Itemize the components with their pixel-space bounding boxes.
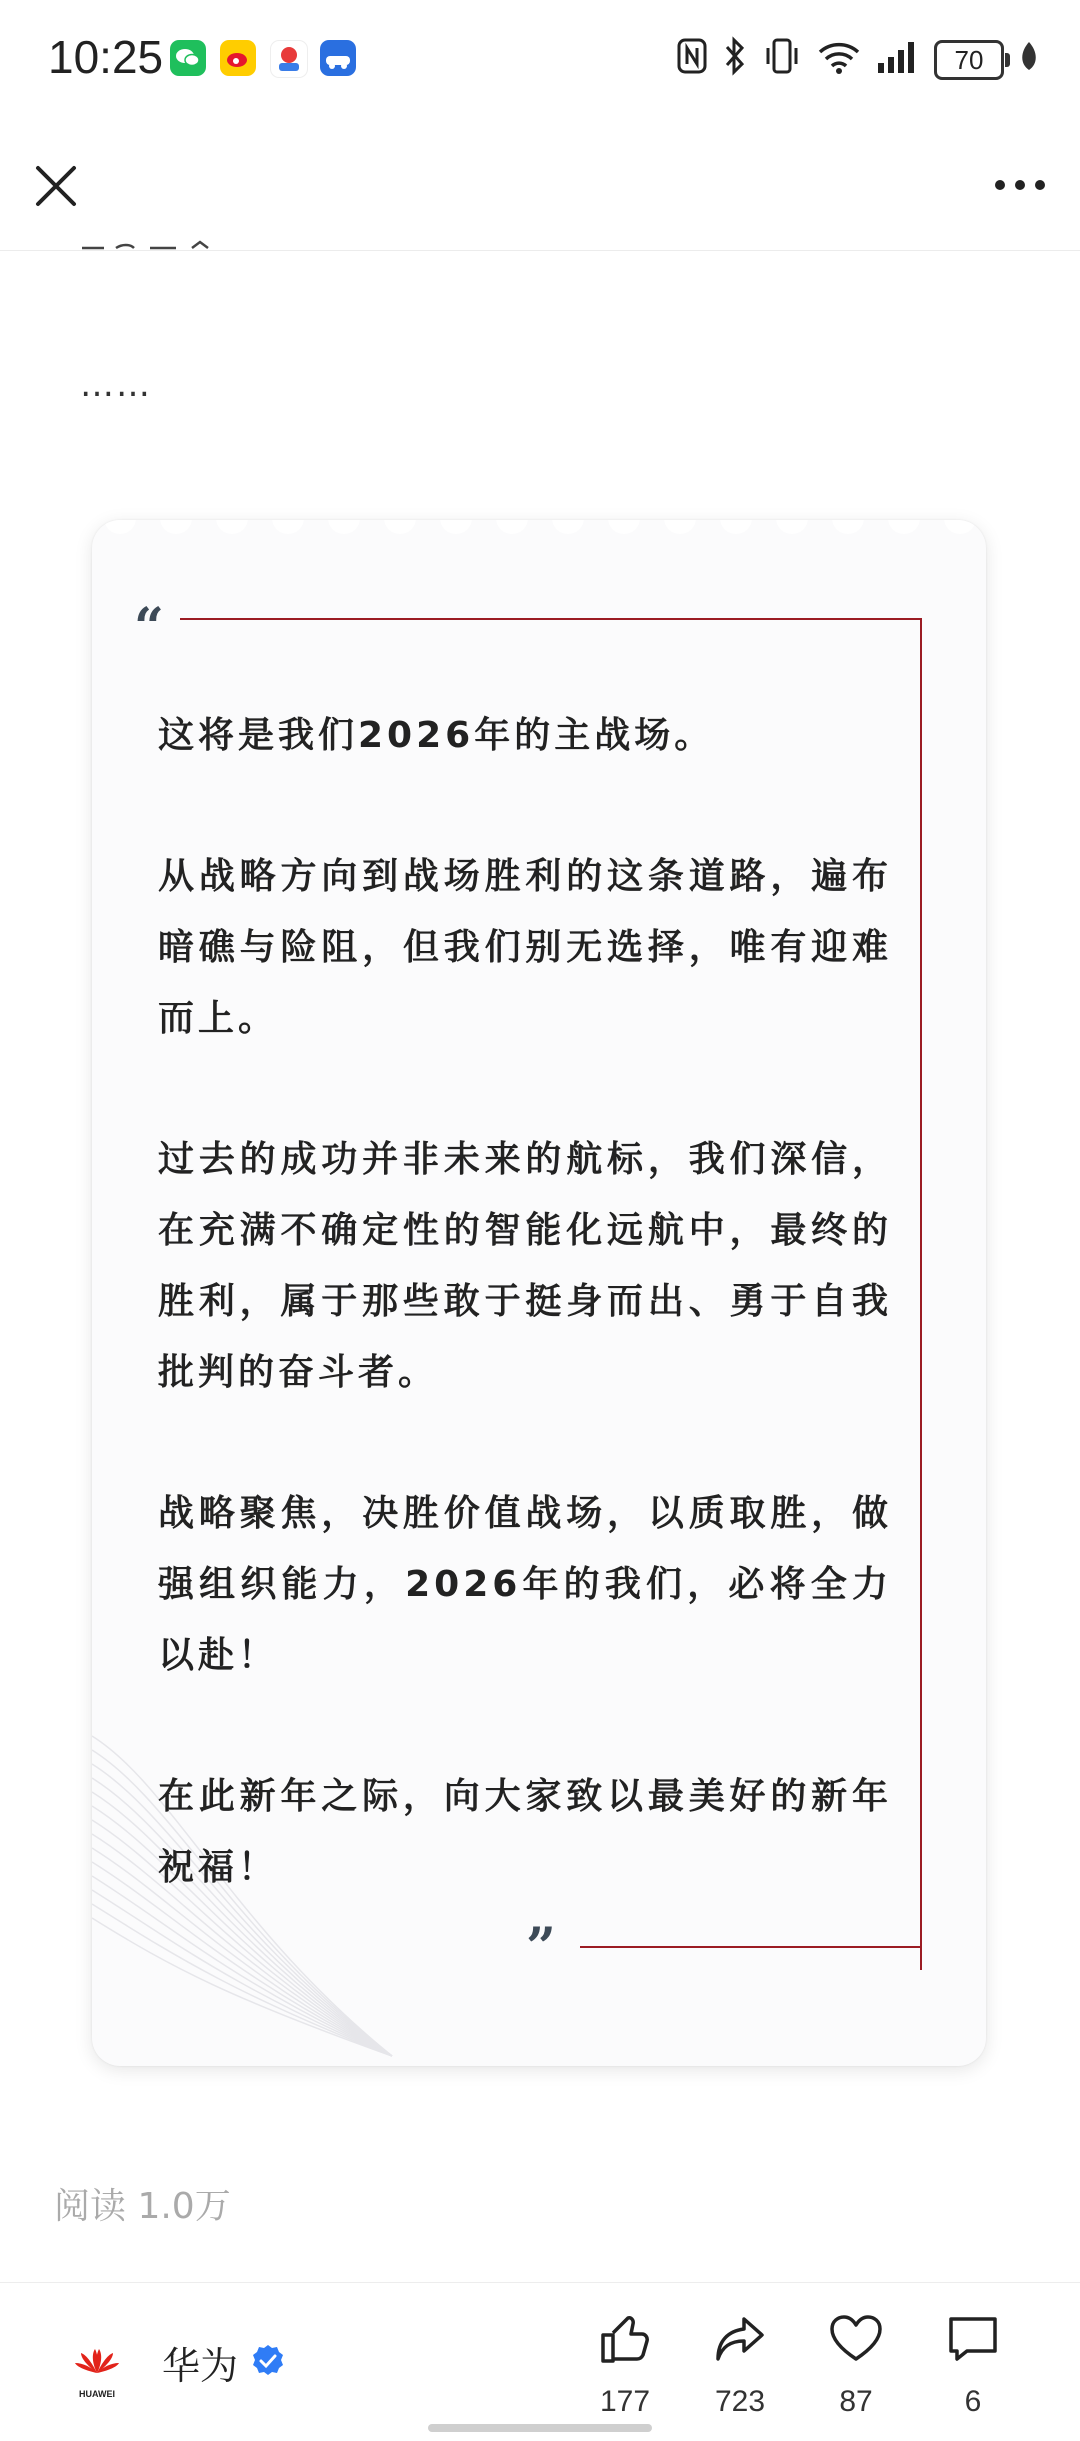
nfc-icon [676, 37, 708, 84]
share-button[interactable] [685, 2311, 795, 2419]
quote-paragraph: 战略聚焦，决胜价值战场，以质取胜，做强组织能力，2026年的我们，必将全力以赴！ [158, 1493, 892, 1676]
wechat-icon [170, 40, 206, 76]
quote-paragraph: 过去的成功并非未来的航标，我们深信，在充满不确定性的智能化远航中，最终的胜利，属于那些敢于挺身而出、勇于自我批判的奋斗者。 [158, 1139, 892, 1393]
scallop-notch [440, 520, 472, 534]
scallop-notch [384, 520, 416, 534]
share-icon [712, 2311, 768, 2367]
scallop-notch [496, 520, 528, 534]
status-time: 10:25 [48, 31, 164, 83]
heart-icon [828, 2311, 884, 2367]
bottom-action-bar [0, 2282, 1080, 2441]
more-icon-dot [1035, 180, 1045, 190]
read-count: 阅读 1.0万 [54, 2186, 231, 2227]
like-button[interactable] [570, 2311, 680, 2419]
scallop-notch [944, 520, 976, 534]
frame-line-right [920, 618, 922, 1970]
vibrate-icon [762, 36, 802, 85]
scallop-notch [776, 520, 808, 534]
open-quote-icon: “ [134, 597, 164, 658]
scallop-notch [832, 520, 864, 534]
car-app-icon [320, 40, 356, 76]
weibo-icon [220, 40, 256, 76]
app-icon [270, 40, 308, 78]
verified-badge-icon [250, 2343, 286, 2379]
close-icon [30, 160, 82, 212]
top-nav-bar [0, 130, 1080, 251]
scallop-notch [328, 520, 360, 534]
favorite-button[interactable] [801, 2311, 911, 2419]
quote-paragraph: 这将是我们2026年的主战场。 [158, 715, 715, 756]
signal-icon [876, 37, 920, 84]
scallop-notch [720, 520, 752, 534]
ellipsis-text: …… [80, 365, 152, 405]
huawei-logo-icon [66, 2339, 128, 2401]
share-count: 723 [714, 2385, 766, 2418]
leaf-icon [1018, 40, 1040, 81]
home-indicator[interactable] [428, 2424, 652, 2432]
status-bar [0, 0, 1080, 120]
card-scallop-edge [92, 520, 986, 542]
scallop-notch [664, 520, 696, 534]
close-button[interactable] [30, 160, 82, 212]
huawei-logo-text: HUAWEI [79, 2389, 115, 2399]
quote-card [92, 520, 986, 2066]
close-quote-icon: ” [526, 1917, 556, 1978]
quote-paragraph: 从战略方向到战场胜利的这条道路，遍布暗礁与险阻，但我们别无选择，唯有迎难而上。 [158, 856, 892, 1039]
quote-paragraph: 在此新年之际，向大家致以最美好的新年祝福！ [158, 1776, 892, 1888]
wifi-icon [816, 36, 862, 85]
author-avatar[interactable] [66, 2339, 128, 2401]
battery-icon: 70 [934, 40, 1004, 80]
scallop-notch [272, 520, 304, 534]
scrolled-text-fragment [80, 240, 240, 254]
like-count: 177 [599, 2385, 651, 2418]
bluetooth-icon [722, 36, 748, 85]
frame-line-top [180, 618, 922, 620]
scallop-notch [160, 520, 192, 534]
scallop-notch [608, 520, 640, 534]
scallop-notch [552, 520, 584, 534]
comment-count: 6 [964, 2385, 982, 2418]
thumbs-up-icon [597, 2311, 653, 2367]
comment-button[interactable] [918, 2311, 1028, 2419]
scallop-notch [888, 520, 920, 534]
author-name[interactable]: 华为 [162, 2344, 239, 2388]
scallop-notch [104, 520, 136, 534]
more-icon-dot [1015, 180, 1025, 190]
more-options-button[interactable] [990, 170, 1050, 200]
favorite-count: 87 [839, 2385, 873, 2418]
scallop-notch [216, 520, 248, 534]
comment-icon [945, 2311, 1001, 2367]
more-icon-dot [995, 180, 1005, 190]
quote-text-block [158, 700, 892, 1978]
